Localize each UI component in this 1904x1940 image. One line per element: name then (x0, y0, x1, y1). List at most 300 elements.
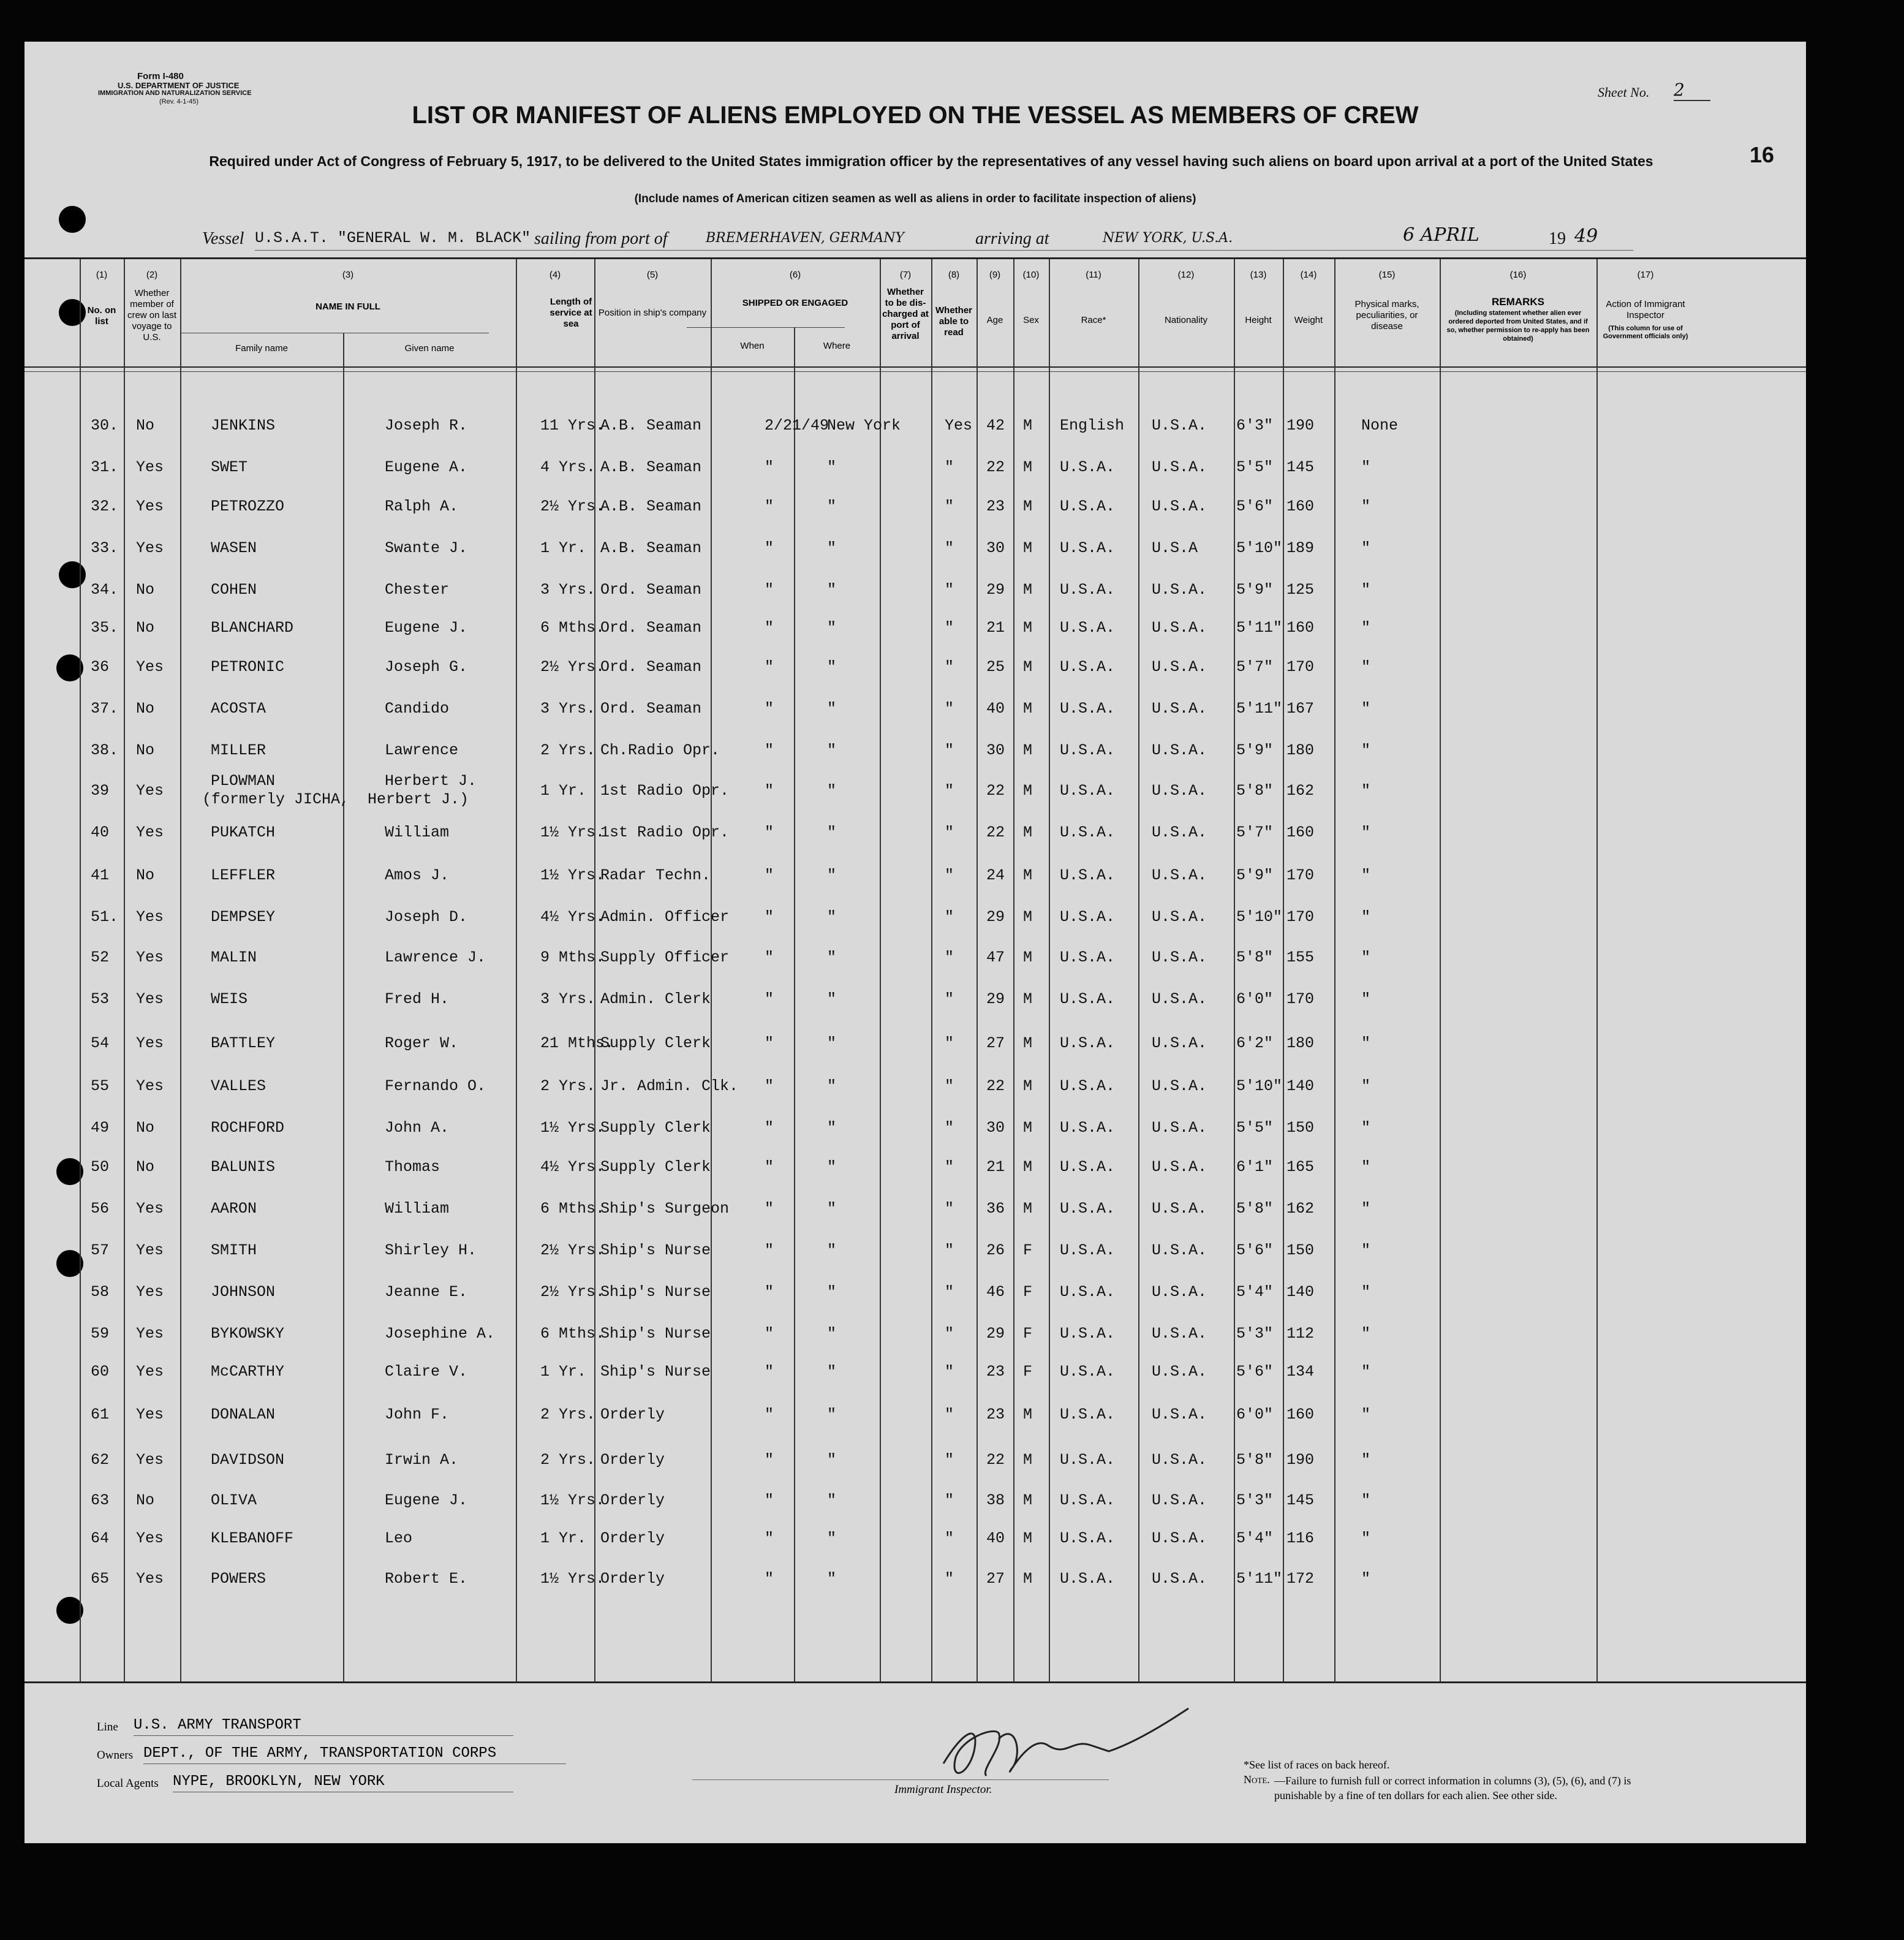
sex-cell: M (1023, 1491, 1033, 1509)
nationality-cell: U.S.A. (1152, 1077, 1207, 1095)
weight-cell: 160 (1286, 619, 1315, 637)
able-to-read-cell: " (945, 1119, 954, 1137)
given-name-cell: Lawrence J. (385, 949, 486, 966)
weight-cell: 170 (1286, 658, 1315, 676)
weight-cell: 167 (1286, 700, 1315, 718)
races-note: *See list of races on back hereof. (1244, 1759, 1390, 1771)
nationality-cell: U.S.A. (1152, 1158, 1207, 1176)
weight-cell: 165 (1286, 1158, 1315, 1176)
shipped-when-cell: " (765, 1451, 774, 1469)
age-cell: 25 (986, 658, 1005, 676)
table-row (25, 1034, 1806, 1071)
row-number: 54 (91, 1034, 110, 1052)
header-age: Age (986, 315, 1003, 325)
age-cell: 40 (986, 700, 1005, 718)
given-name-cell: Shirley H. (385, 1241, 477, 1259)
vessel-label: Vessel (202, 229, 244, 248)
physical-marks-cell: " (1361, 1491, 1371, 1509)
shipped-where-cell: " (827, 1529, 837, 1547)
shipped-when-cell: " (765, 1241, 774, 1259)
able-to-read-cell: " (945, 458, 954, 476)
shipped-where-cell: " (827, 1491, 837, 1509)
physical-marks-cell: " (1361, 1241, 1371, 1259)
race-cell: U.S.A. (1060, 1325, 1116, 1343)
row-number: 56 (91, 1200, 110, 1218)
race-cell: U.S.A. (1060, 1451, 1116, 1469)
sex-cell: M (1023, 1034, 1033, 1052)
family-name-cell: SWET (211, 458, 248, 476)
family-name-cell: OLIVA (211, 1491, 257, 1509)
last-voyage-cell: No (136, 417, 155, 434)
header-family-name: Family name (235, 343, 288, 354)
length-service-cell: 9 Mths. (540, 949, 605, 966)
height-cell: 5'8" (1236, 1451, 1274, 1469)
weight-cell: 190 (1286, 1451, 1315, 1469)
row-number: 52 (91, 949, 110, 966)
age-cell: 27 (986, 1570, 1005, 1588)
position-cell: Orderly (600, 1491, 665, 1509)
table-row (25, 619, 1806, 656)
weight-cell: 134 (1286, 1363, 1315, 1381)
given-name-cell: Leo (385, 1529, 413, 1547)
last-voyage-cell: Yes (136, 458, 164, 476)
nationality-cell: U.S.A. (1152, 1200, 1207, 1218)
length-service-cell: 2½ Yrs. (540, 1241, 605, 1259)
able-to-read-cell: " (945, 908, 954, 926)
nationality-cell: U.S.A. (1152, 619, 1207, 637)
owners-value: DEPT., OF THE ARMY, TRANSPORTATION CORPS (143, 1745, 497, 1762)
owners-label: Owners (97, 1749, 134, 1762)
height-cell: 5'4" (1236, 1283, 1274, 1301)
table-row (25, 949, 1806, 985)
physical-marks-cell: " (1361, 539, 1371, 557)
weight-cell: 116 (1286, 1529, 1315, 1547)
shipped-when-cell: " (765, 1491, 774, 1509)
height-cell: 5'9" (1236, 866, 1274, 884)
physical-marks-cell: " (1361, 1325, 1371, 1343)
table-row (25, 1529, 1806, 1566)
height-cell: 5'5" (1236, 458, 1274, 476)
family-name-cell: DAVIDSON (211, 1451, 285, 1469)
shipped-when-cell: " (765, 1077, 774, 1095)
physical-marks-cell: " (1361, 658, 1371, 676)
shipped-when-cell: " (765, 741, 774, 759)
sex-cell: M (1023, 539, 1033, 557)
nationality-cell: U.S.A. (1152, 866, 1207, 884)
sheet-number: 2 (1674, 80, 1710, 101)
agents-label: Local Agents (97, 1777, 159, 1790)
position-cell: 1st Radio Opr. (600, 782, 730, 800)
height-cell: 6'1" (1236, 1158, 1274, 1176)
able-to-read-cell: " (945, 1529, 954, 1547)
able-to-read-cell: " (945, 658, 954, 676)
physical-marks-cell: " (1361, 1077, 1371, 1095)
table-row (25, 1570, 1806, 1607)
row-number: 39 (91, 782, 110, 800)
shipped-when-cell: " (765, 1283, 774, 1301)
line-value: U.S. ARMY TRANSPORT (134, 1717, 301, 1733)
shipped-where-cell: " (827, 990, 837, 1008)
length-service-cell: 11 Yrs. (540, 417, 605, 434)
length-service-cell: 3 Yrs. (540, 700, 596, 718)
height-cell: 5'6" (1236, 1241, 1274, 1259)
last-voyage-cell: Yes (136, 539, 164, 557)
race-cell: U.S.A. (1060, 1119, 1116, 1137)
row-number: 49 (91, 1119, 110, 1137)
col-number: (2) (146, 270, 158, 280)
shipped-where-cell: " (827, 700, 837, 718)
sex-cell: F (1023, 1283, 1033, 1301)
height-cell: 5'11" (1236, 700, 1283, 718)
position-cell: Ship's Surgeon (600, 1200, 730, 1218)
nationality-cell: U.S.A. (1152, 1325, 1207, 1343)
year-prefix: 19 (1549, 229, 1566, 248)
family-name-cell: KLEBANOFF (211, 1529, 294, 1547)
height-cell: 5'6" (1236, 498, 1274, 515)
header-shipped-engaged: SHIPPED OR ENGAGED (742, 298, 848, 308)
weight-cell: 180 (1286, 741, 1315, 759)
nationality-cell: U.S.A. (1152, 949, 1207, 966)
age-cell: 29 (986, 990, 1005, 1008)
header-where: Where (823, 341, 851, 351)
inspector-label: Immigrant Inspector. (894, 1783, 992, 1796)
header-weight: Weight (1294, 315, 1323, 325)
header-action: Action of Immigrant Inspector (1606, 299, 1685, 320)
shipped-when-cell: " (765, 1119, 774, 1137)
sex-cell: M (1023, 619, 1033, 637)
col-number: (16) (1509, 270, 1527, 280)
weight-cell: 112 (1286, 1325, 1315, 1343)
sex-cell: M (1023, 581, 1033, 599)
last-voyage-cell: No (136, 1158, 155, 1176)
age-cell: 22 (986, 1077, 1005, 1095)
given-name-cell: Swante J. (385, 539, 468, 557)
shipped-when-cell: 2/21/49 (765, 417, 829, 434)
length-service-cell: 6 Mths. (540, 1200, 605, 1218)
given-name-cell: Chester (385, 581, 450, 599)
race-cell: U.S.A. (1060, 458, 1116, 476)
position-cell: Orderly (600, 1451, 665, 1469)
able-to-read-cell: " (945, 498, 954, 515)
physical-marks-cell: " (1361, 990, 1371, 1008)
table-row (25, 1406, 1806, 1442)
family-name-cell: DEMPSEY (211, 908, 276, 926)
header-bottom-border (25, 366, 1806, 368)
able-to-read-cell: " (945, 1491, 954, 1509)
position-cell: Supply Officer (600, 949, 730, 966)
race-cell: U.S.A. (1060, 1200, 1116, 1218)
position-cell: A.B. Seaman (600, 498, 702, 515)
position-cell: Ord. Seaman (600, 658, 702, 676)
table-row (25, 700, 1806, 737)
age-cell: 36 (986, 1200, 1005, 1218)
length-service-cell: 1½ Yrs. (540, 1119, 605, 1137)
shipped-where-cell: " (827, 619, 837, 637)
length-service-cell: 6 Mths. (540, 1325, 605, 1343)
header-position: Position in ship's company (598, 308, 707, 318)
position-cell: A.B. Seaman (600, 539, 702, 557)
given-name-cell: Robert E. (385, 1570, 468, 1588)
physical-marks-cell: None (1361, 417, 1399, 434)
table-row (25, 658, 1806, 695)
punch-hole (59, 299, 86, 326)
row-number: 60 (91, 1363, 110, 1381)
last-voyage-cell: Yes (136, 1241, 164, 1259)
able-to-read-cell: " (945, 619, 954, 637)
position-cell: Orderly (600, 1529, 665, 1547)
nationality-cell: U.S.A. (1152, 908, 1207, 926)
last-voyage-cell: Yes (136, 658, 164, 676)
position-cell: A.B. Seaman (600, 458, 702, 476)
family-name-cell: BATTLEY (211, 1034, 276, 1052)
physical-marks-cell: " (1361, 1451, 1371, 1469)
row-number: 51. (91, 908, 119, 926)
weight-cell: 170 (1286, 866, 1315, 884)
table-row (25, 866, 1806, 903)
line-label: Line (97, 1721, 118, 1733)
shipped-when-cell: " (765, 990, 774, 1008)
shipped-where-cell: " (827, 1077, 837, 1095)
length-service-cell: 4½ Yrs. (540, 1158, 605, 1176)
family-name-cell: ROCHFORD (211, 1119, 285, 1137)
height-cell: 5'10" (1236, 908, 1283, 926)
table-bottom-border (25, 1681, 1806, 1683)
sex-cell: M (1023, 458, 1033, 476)
col-number: (12) (1177, 270, 1195, 280)
header-height: Height (1245, 315, 1272, 325)
department: U.S. DEPARTMENT OF JUSTICE (118, 81, 240, 90)
row-number: 34. (91, 581, 119, 599)
weight-cell: 162 (1286, 782, 1315, 800)
sheet-label: Sheet No. (1598, 85, 1650, 100)
header-nationality: Nationality (1164, 315, 1208, 325)
nationality-cell: U.S.A. (1152, 782, 1207, 800)
family-name-cell: WEIS (211, 990, 248, 1008)
age-cell: 40 (986, 1529, 1005, 1547)
shipped-when-cell: " (765, 949, 774, 966)
physical-marks-cell: " (1361, 1406, 1371, 1423)
physical-marks-cell: " (1361, 1283, 1371, 1301)
able-to-read-cell: " (945, 1077, 954, 1095)
length-service-cell: 2 Yrs. (540, 1077, 596, 1095)
last-voyage-cell: Yes (136, 824, 164, 841)
shipped-where-cell: " (827, 908, 837, 926)
race-cell: U.S.A. (1060, 1077, 1116, 1095)
race-cell: U.S.A. (1060, 1363, 1116, 1381)
length-service-cell: 2 Yrs. (540, 1406, 596, 1423)
header-last-voyage: Whether member of crew on last voyage to U.S. (127, 288, 177, 343)
height-cell: 5'11" (1236, 619, 1283, 637)
position-cell: Ord. Seaman (600, 581, 702, 599)
shipped-when-cell: " (765, 1034, 774, 1052)
physical-marks-cell: " (1361, 782, 1371, 800)
family-name-cell: BLANCHARD (211, 619, 294, 637)
table-row (25, 1491, 1806, 1528)
physical-marks-cell: " (1361, 908, 1371, 926)
shipped-where-cell: " (827, 1451, 837, 1469)
table-row (25, 498, 1806, 534)
able-to-read-cell: " (945, 866, 954, 884)
length-service-cell: 1½ Yrs. (540, 824, 605, 841)
able-to-read-cell: " (945, 824, 954, 841)
sex-cell: M (1023, 700, 1033, 718)
family-name-cell: LEFFLER (211, 866, 276, 884)
header-sex: Sex (1023, 315, 1039, 325)
given-name-cell: Eugene J. (385, 619, 468, 637)
length-service-cell: 2½ Yrs. (540, 1283, 605, 1301)
shipped-where-cell: " (827, 949, 837, 966)
header-bottom-border-2 (25, 371, 1806, 372)
age-cell: 22 (986, 1451, 1005, 1469)
table-row (25, 741, 1806, 778)
height-cell: 5'5" (1236, 1119, 1274, 1137)
nationality-cell: U.S.A. (1152, 1491, 1207, 1509)
age-cell: 30 (986, 741, 1005, 759)
height-cell: 5'8" (1236, 949, 1274, 966)
able-to-read-cell: " (945, 700, 954, 718)
col-number: (1) (96, 270, 108, 280)
nationality-cell: U.S.A (1152, 539, 1198, 557)
given-name-cell: Joseph D. (385, 908, 468, 926)
table-row (25, 1158, 1806, 1195)
race-cell: U.S.A. (1060, 658, 1116, 676)
shipped-where-cell: " (827, 1158, 837, 1176)
last-voyage-cell: Yes (136, 1451, 164, 1469)
weight-cell: 125 (1286, 581, 1315, 599)
height-cell: 5'4" (1236, 1529, 1274, 1547)
row-number: 37. (91, 700, 119, 718)
col-number: (17) (1637, 270, 1654, 280)
given-name-cell: Eugene A. (385, 458, 468, 476)
race-cell: U.S.A. (1060, 539, 1116, 557)
weight-cell: 160 (1286, 1406, 1315, 1423)
header-action-note: (This column for use of Government officials only) (1603, 325, 1688, 340)
position-cell: Supply Clerk (600, 1034, 711, 1052)
age-cell: 21 (986, 1158, 1005, 1176)
given-name-cell: John F. (385, 1406, 450, 1423)
shipped-when-cell: " (765, 1570, 774, 1588)
nationality-cell: U.S.A. (1152, 1570, 1207, 1588)
sex-cell: F (1023, 1241, 1033, 1259)
row-number: 41 (91, 866, 110, 884)
physical-marks-cell: " (1361, 458, 1371, 476)
given-name-cell: Josephine A. (385, 1325, 496, 1343)
table-row (25, 1200, 1806, 1237)
position-cell: Ship's Nurse (600, 1325, 711, 1343)
length-service-cell: 6 Mths. (540, 619, 605, 637)
age-cell: 42 (986, 417, 1005, 434)
able-to-read-cell: " (945, 1570, 954, 1588)
footer-underline (134, 1735, 513, 1736)
shipped-when-cell: " (765, 782, 774, 800)
last-voyage-cell: Yes (136, 498, 164, 515)
former-family-name-cell: (formerly JICHA, (202, 790, 350, 808)
length-service-cell: 3 Yrs. (540, 990, 596, 1008)
shipped-where-cell: " (827, 581, 837, 599)
nationality-cell: U.S.A. (1152, 990, 1207, 1008)
race-cell: U.S.A. (1060, 1034, 1116, 1052)
nationality-cell: U.S.A. (1152, 1283, 1207, 1301)
family-name-cell: JENKINS (211, 417, 276, 434)
given-name-cell: Candido (385, 700, 450, 718)
sex-cell: M (1023, 866, 1033, 884)
row-number: 53 (91, 990, 110, 1008)
row-number: 36 (91, 658, 110, 676)
height-cell: 6'3" (1236, 417, 1274, 434)
age-cell: 29 (986, 908, 1005, 926)
family-name-cell: ACOSTA (211, 700, 266, 718)
physical-marks-cell: " (1361, 700, 1371, 718)
table-row (25, 539, 1806, 576)
row-number: 63 (91, 1491, 110, 1509)
able-to-read-cell: " (945, 990, 954, 1008)
height-cell: 5'7" (1236, 658, 1274, 676)
height-cell: 6'0" (1236, 990, 1274, 1008)
age-cell: 22 (986, 824, 1005, 841)
length-service-cell: 1½ Yrs. (540, 1491, 605, 1509)
nationality-cell: U.S.A. (1152, 1034, 1207, 1052)
given-name-cell: Eugene J. (385, 1491, 468, 1509)
table-row (25, 1119, 1806, 1156)
length-service-cell: 3 Yrs. (540, 581, 596, 599)
last-voyage-cell: No (136, 741, 155, 759)
sex-cell: M (1023, 741, 1033, 759)
nationality-cell: U.S.A. (1152, 498, 1207, 515)
shipped-when-cell: " (765, 658, 774, 676)
length-service-cell: 1 Yr. (540, 539, 587, 557)
table-row (25, 1325, 1806, 1362)
vessel-underline (255, 250, 1633, 251)
header-remarks: REMARKS (1492, 296, 1544, 308)
length-service-cell: 2½ Yrs. (540, 658, 605, 676)
given-name-cell: William (385, 824, 450, 841)
header-name-in-full: NAME IN FULL (315, 301, 380, 312)
physical-marks-cell: " (1361, 824, 1371, 841)
row-number: 61 (91, 1406, 110, 1423)
family-name-cell: DONALAN (211, 1406, 276, 1423)
row-number: 59 (91, 1325, 110, 1343)
age-cell: 29 (986, 1325, 1005, 1343)
header-remarks-note: (Including statement whether alien ever ordered deported from United States, and if so, whether permission to re-apply has been obtained) (1446, 309, 1590, 343)
race-cell: U.S.A. (1060, 1570, 1116, 1588)
sex-cell: F (1023, 1363, 1033, 1381)
given-name-cell: Fernando O. (385, 1077, 486, 1095)
position-cell: Ship's Nurse (600, 1241, 711, 1259)
physical-marks-cell: " (1361, 1363, 1371, 1381)
col-number: (7) (899, 270, 912, 280)
shipped-where-cell: " (827, 1200, 837, 1218)
race-cell: U.S.A. (1060, 498, 1116, 515)
last-voyage-cell: Yes (136, 1200, 164, 1218)
position-cell: Ord. Seaman (600, 619, 702, 637)
family-name-cell: POWERS (211, 1570, 266, 1588)
row-number: 57 (91, 1241, 110, 1259)
vessel-name: U.S.A.T. "GENERAL W. M. BLACK" (255, 229, 531, 247)
shipped-where-cell: " (827, 1363, 837, 1381)
weight-cell: 145 (1286, 458, 1315, 476)
race-cell: U.S.A. (1060, 1491, 1116, 1509)
col-number: (11) (1086, 270, 1101, 280)
shipped-where-cell: " (827, 539, 837, 557)
table-row (25, 1451, 1806, 1488)
family-name-cell: PETRONIC (211, 658, 285, 676)
last-voyage-cell: No (136, 581, 155, 599)
shipped-where-cell: " (827, 782, 837, 800)
length-service-cell: 1½ Yrs. (540, 1570, 605, 1588)
able-to-read-cell: " (945, 1158, 954, 1176)
physical-marks-cell: " (1361, 1570, 1371, 1588)
position-cell: Jr. Admin. Clk. (600, 1077, 739, 1095)
